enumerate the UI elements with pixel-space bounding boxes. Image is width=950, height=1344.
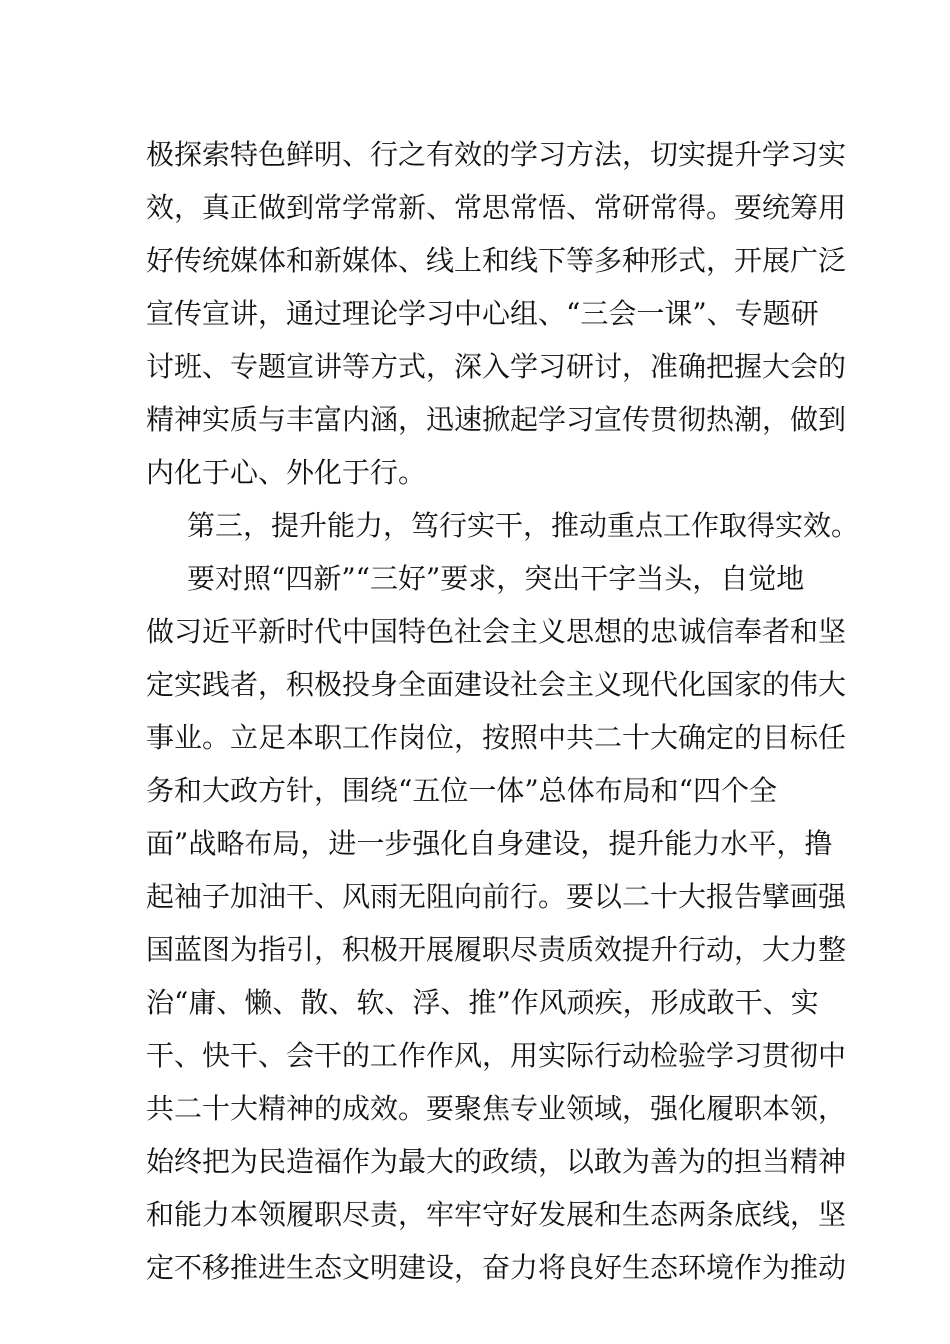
text-line-6: 精神实质与丰富内涵，迅速掀起学习宣传贯彻热潮，做到: [146, 403, 847, 436]
text-line-11: 定实践者，积极投身全面建设社会主义现代化国家的伟大: [146, 668, 847, 701]
text-line-9: 要对照“四新”“三好”要求，突出干字当头，自觉地: [187, 562, 805, 595]
text-line-2: 效，真正做到常学常新、常思常悟、常研常得。要统筹用: [146, 191, 847, 224]
text-line-1: 极探索特色鲜明、行之有效的学习方法，切实提升学习实: [146, 138, 847, 171]
text-line-15: 起袖子加油干、风雨无阻向前行。要以二十大报告擘画强: [146, 880, 847, 913]
text-line-10: 做习近平新时代中国特色社会主义思想的忠诚信奉者和坚: [146, 615, 847, 648]
text-line-13: 务和大政方针，围绕“五位一体”总体布局和“四个全: [146, 774, 777, 807]
section-heading: 第三，提升能力，笃行实干，推动重点工作取得实效。: [187, 509, 860, 542]
text-line-20: 始终把为民造福作为最大的政绩，以敢为善为的担当精神: [146, 1145, 847, 1178]
text-line-5: 讨班、专题宣讲等方式，深入学习研讨，准确把握大会的: [146, 350, 847, 383]
text-line-14: 面”战略布局，进一步强化自身建设，提升能力水平，撸: [146, 827, 833, 860]
text-line-4: 宣传宣讲，通过理论学习中心组、“三会一课”、专题研: [146, 297, 819, 330]
text-line-16: 国蓝图为指引，积极开展履职尽责质效提升行动，大力整: [146, 933, 847, 966]
text-line-18: 干、快干、会干的工作作风，用实际行动检验学习贯彻中: [146, 1039, 847, 1072]
text-line-17: 治“庸、懒、散、软、浮、推”作风顽疾，形成敢干、实: [146, 986, 819, 1019]
text-line-19: 共二十大精神的成效。要聚焦专业领域，强化履职本领，: [146, 1092, 847, 1125]
text-line-3: 好传统媒体和新媒体、线上和线下等多种形式，开展广泛: [146, 244, 847, 277]
text-line-22: 定不移推进生态文明建设，奋力将良好生态环境作为推动: [146, 1251, 847, 1284]
text-line-21: 和能力本领履职尽责，牢牢守好发展和生态两条底线，坚: [146, 1198, 847, 1231]
text-line-7: 内化于心、外化于行。: [146, 456, 427, 489]
text-line-12: 事业。立足本职工作岗位，按照中共二十大确定的目标任: [146, 721, 847, 754]
